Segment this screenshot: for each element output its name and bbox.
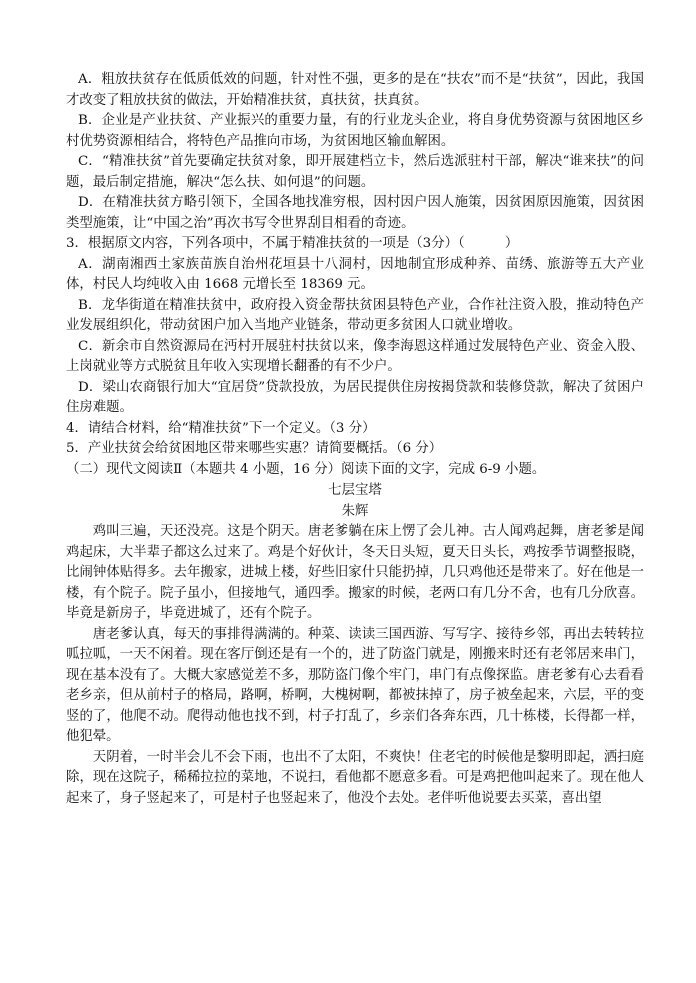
story-title: 七层宝塔 (328, 483, 382, 498)
question-4: 4．请结合材料，给“精准扶贫”下一个定义。（3 分） (66, 420, 376, 436)
question-3: 3．根据原文内容，下列各项中，不属于精准扶贫的一项是（3分）（ ） (66, 236, 519, 251)
q2-option-c: C．“精准扶贫”首先要确定扶贫对象，即开展建档立卡，然后选派驻村干部，解决“谁来扶”的问题，最后制定措施，解决“怎么扶、如何退”的问题。 (66, 154, 644, 190)
q2-option-b: B．企业是产业扶贫、产业振兴的重要力量，有的行业龙头企业，将自身优势资源与贫困地区乡村优势资源相结合，将特色产品推向市场，为贫困地区输血解困。 (66, 113, 644, 149)
q3-option-c: C．新余市自然资源局在沔村开展驻村扶贫以来，像李海恩这样通过发展特色产业、资金入股、上岗就业等方式脱贫且年收入实现增长翻番的有不少户。 (66, 338, 644, 374)
q2-option-a: A．粗放扶贫存在低质低效的问题，针对性不强，更多的是在“扶农”而不是“扶贫”，因此，我国才改变了粗放扶贫的做法，开始精准扶贫，真扶贫，扶真贫。 (66, 72, 644, 108)
q3-option-a: A．湖南湘西土家族苗族自治州花垣县十八洞村，因地制宜形成种养、苗绣、旅游等五大产业体，村民人均纯收入由 1668 元增长至 18369 元。 (66, 256, 644, 292)
question-5: 5．产业扶贫会给贫困地区带来哪些实惠？请简要概括。（6 分） (66, 441, 443, 456)
story-author: 朱辉 (341, 503, 369, 519)
story-paragraph: 天阴着，一时半会儿不会下雨，也出不了太阳，不爽快！住老宅的时候他是黎明即起，洒扫庭除，现在这院子，稀稀拉拉的菜地，不说扫，看他都不愿意多看。可是鸡把他叫起来了。现在他人起来了，身子竖起来了，可是村子也竖起来了，他没个去处。老伴听他说要去买菜，喜出望 (66, 749, 644, 806)
q2-option-d: D．在精准扶贫方略引领下，全国各地找准穷根，因村因户因人施策，因贫困原因施策，因贫困类型施策，让“中国之治”再次书写令世界刮目相看的奇迹。 (66, 195, 644, 231)
section-heading: （二）现代文阅读Ⅱ（本题共 4 小题，16 分）阅读下面的文字，完成 6-9 小题。 (66, 461, 546, 477)
document-page (66, 70, 644, 809)
story-paragraph: 鸡叫三遍，天还没亮。这是个阴天。唐老爹躺在床上愣了会儿神。古人闻鸡起舞，唐老爹是闻鸡起床，大半辈子都这么过来了。鸡是个好伙计，冬天日头短，夏天日头长，鸡按季节调整报晓，比闹钟体贴得多。去年搬家，进城上楼，好些旧家什只能扔掉，几只鸡他还是带来了。好在他是一楼，有个院子。院子虽小，但接地气，通四季。搬家的时候，老两口有几分不舍，也有几分欣喜。毕竟是新房子，毕竟进城了，还有个院子。 (66, 524, 644, 621)
q3-option-d: D．梁山农商银行加大“宜居贷”贷款投放，为居民提供住房按揭贷款和装修贷款，解决了贫困户住房难题。 (66, 379, 644, 415)
q3-option-b: B．龙华街道在精准扶贫中，政府投入资金帮扶贫困县特色产业，合作社注资入股，推动特色产业发展组织化，带动贫困户加入当地产业链条，带动更多贫困人口就业增收。 (66, 297, 644, 333)
story-paragraph: 唐老爹认真，每天的事排得满满的。种菜、读读三国西游、写写字、接待乡邻，再出去转转拉呱拉呱，一天不闲着。现在客厅倒还是有一个的，进了防盗门就是，刚搬来时还有老邻居来串门，现在基本没有了。大概大家感觉差不多，那防盗门像个牢门，串门有点像探监。唐老爹有心去看看老乡亲，但从前村子的格局，路啊，桥啊，大槐树啊，都被抹掉了，房子被垒起来，六层，平的变竖的了，他爬不动。爬得动他也找不到，村子打乱了，乡亲们各奔东西，几十栋楼，长得都一样，他犯晕。 (66, 626, 644, 744)
